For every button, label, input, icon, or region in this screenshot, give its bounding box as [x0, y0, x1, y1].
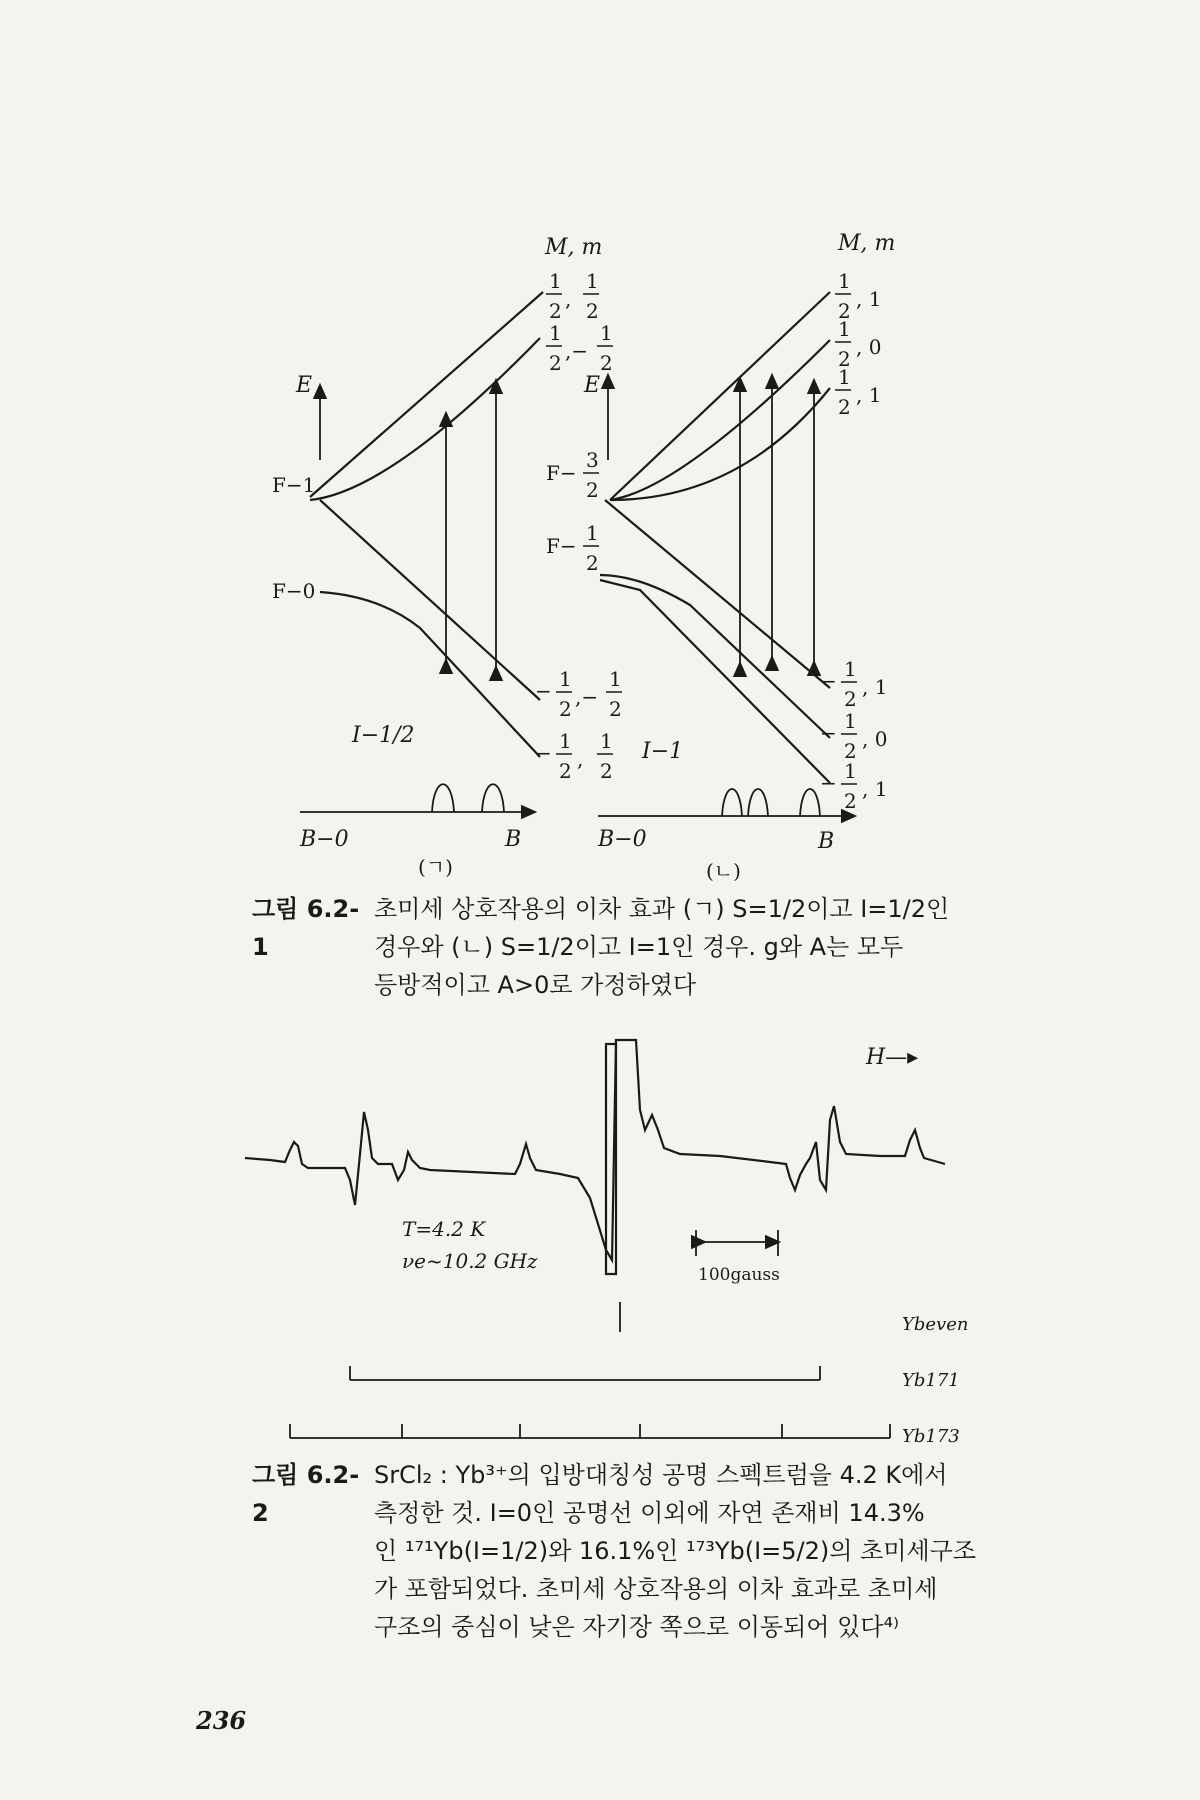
page-number: 236: [196, 1706, 247, 1735]
isotope-171-bracket: [350, 1366, 820, 1380]
svg-text:−: −: [820, 721, 837, 745]
svg-text:1: 1: [838, 269, 851, 293]
svg-text:,: ,: [577, 747, 584, 771]
panel-b-state-top-3: [835, 365, 881, 419]
isotope-even-label: Ybeven: [902, 1314, 969, 1335]
svg-text:2: 2: [586, 478, 599, 502]
panel-b-level-top: [546, 448, 599, 502]
panel-a-state-bottom-1: [535, 667, 622, 721]
svg-text:1: 1: [844, 657, 857, 681]
caption-label: 그림 6.2-1: [252, 895, 360, 961]
svg-text:, 1: , 1: [856, 287, 882, 311]
svg-text:1: 1: [586, 521, 599, 545]
svg-text:1: 1: [600, 321, 613, 345]
svg-text:2: 2: [844, 739, 857, 763]
temperature-label: T=4.2 K: [402, 1217, 486, 1241]
svg-text:, 1: , 1: [856, 383, 882, 407]
panel-b-level-lower-2: [600, 575, 830, 738]
svg-text:F−: F−: [546, 461, 577, 485]
svg-text:2: 2: [559, 759, 572, 783]
svg-text:,−: ,−: [565, 339, 589, 363]
panel-a-col-header: M, m: [545, 235, 603, 260]
caption-line: 등방적이고 A>0로 가정하였다: [374, 971, 697, 999]
panel-b-level-upper-3: [610, 388, 830, 500]
figure-6-2-1-caption: [252, 890, 1012, 1004]
panel-a-state-top-1: [546, 269, 599, 323]
panel-a-peak-2: [482, 784, 504, 812]
panel-a-spin-label: I−1/2: [352, 723, 415, 748]
panel-b-state-top-2: [835, 317, 881, 371]
svg-text:,−: ,−: [575, 685, 599, 709]
svg-text:1: 1: [559, 729, 572, 753]
panel-a-peak-1: [432, 784, 454, 812]
caption-line: 경우와 (ㄴ) S=1/2이고 I=1인 경우. g와 A는 모두: [374, 933, 904, 961]
panel-a-state-top-2: [546, 321, 613, 375]
epr-spectrum-trace: [245, 1040, 945, 1260]
svg-text:2: 2: [844, 687, 857, 711]
panel-a-level-upper-2: [310, 338, 540, 500]
svg-text:2: 2: [838, 347, 851, 371]
panel-b-diagram: [546, 231, 895, 883]
panel-b-spin-label: I−1: [642, 739, 684, 764]
panel-a-label: (ㄱ): [418, 855, 453, 879]
svg-text:2: 2: [549, 351, 562, 375]
panel-b-level-lower-1: [605, 500, 830, 688]
svg-text:2: 2: [600, 759, 613, 783]
panel-a-level-top: F−1: [272, 473, 316, 497]
isotope-173-bracket: [290, 1424, 890, 1438]
svg-text:1: 1: [549, 269, 562, 293]
svg-text:−: −: [535, 679, 552, 703]
panel-b-state-bottom-3: [820, 759, 887, 813]
panel-b-peak-2: [748, 789, 768, 816]
panel-b-state-bottom-1: [820, 657, 887, 711]
caption-line: 가 포함되었다. 초미세 상호작용의 이차 효과로 초미세: [374, 1575, 938, 1603]
field-label: H—▸: [866, 1045, 919, 1070]
isotope-171-label: Yb171: [902, 1370, 960, 1391]
svg-text:−: −: [820, 771, 837, 795]
caption-line: 구조의 중심이 낮은 자기장 쪽으로 이동되어 있다⁴⁾: [374, 1613, 899, 1641]
panel-a-level-lower-1: [320, 500, 540, 700]
svg-text:, 0: , 0: [862, 727, 888, 751]
panel-a-field-end: B: [505, 827, 522, 852]
panel-b-state-bottom-2: [820, 709, 887, 763]
svg-text:1: 1: [559, 667, 572, 691]
svg-text:1: 1: [838, 365, 851, 389]
svg-text:2: 2: [609, 697, 622, 721]
panel-b-state-top-1: [835, 269, 881, 323]
svg-text:, 1: , 1: [862, 777, 888, 801]
scale-bar: [696, 1230, 778, 1256]
panel-a-state-bottom-2: [535, 729, 613, 783]
isotope-173-label: Yb173: [902, 1426, 960, 1447]
panel-b-energy-label: E: [584, 373, 601, 398]
panel-a-field-start: B−0: [300, 827, 349, 852]
svg-text:1: 1: [549, 321, 562, 345]
svg-text:1: 1: [609, 667, 622, 691]
svg-text:2: 2: [838, 395, 851, 419]
figure-6-2-2-caption: [252, 1456, 1012, 1646]
svg-text:2: 2: [549, 299, 562, 323]
svg-text:−: −: [535, 741, 552, 765]
panel-b-peak-1: [722, 789, 742, 816]
svg-text:1: 1: [844, 759, 857, 783]
svg-text:−: −: [820, 669, 837, 693]
svg-text:, 0: , 0: [856, 335, 882, 359]
svg-text:, 1: , 1: [862, 675, 888, 699]
panel-b-label: (ㄴ): [706, 859, 741, 883]
svg-text:,: ,: [565, 287, 572, 311]
svg-text:1: 1: [586, 269, 599, 293]
svg-text:1: 1: [844, 709, 857, 733]
frequency-label: νe~10.2 GHz: [402, 1249, 538, 1273]
caption-line: SrCl₂ : Yb³⁺의 입방대칭성 공명 스펙트럼을 4.2 K에서: [374, 1461, 948, 1489]
panel-b-level-upper-1: [610, 292, 830, 500]
svg-text:2: 2: [600, 351, 613, 375]
panel-b-level-lower-3: [600, 580, 830, 783]
panel-b-peak-3: [800, 789, 820, 816]
svg-text:2: 2: [586, 551, 599, 575]
panel-b-level-bottom: [546, 521, 599, 575]
caption-line: 측정한 것. I=0인 공명선 이외에 자연 존재비 14.3%: [374, 1499, 925, 1527]
panel-b-field-end: B: [818, 829, 835, 854]
svg-text:2: 2: [838, 299, 851, 323]
scale-bar-label: 100gauss: [698, 1265, 780, 1285]
panel-a-level-upper-1: [310, 292, 543, 497]
svg-text:2: 2: [559, 697, 572, 721]
caption-label: 그림 6.2-2: [252, 1461, 360, 1527]
svg-text:1: 1: [838, 317, 851, 341]
panel-a-energy-label: E: [296, 373, 313, 398]
svg-text:F−: F−: [546, 534, 577, 558]
svg-text:1: 1: [600, 729, 613, 753]
caption-line: 초미세 상호작용의 이차 효과 (ㄱ) S=1/2이고 I=1/2인: [374, 895, 950, 923]
panel-a-level-bottom: F−0: [272, 579, 316, 603]
panel-b-field-start: B−0: [598, 827, 647, 852]
svg-text:2: 2: [844, 789, 857, 813]
figure-6-2-2: [0, 1030, 1200, 1490]
caption-line: 인 ¹⁷¹Yb(I=1/2)와 16.1%인 ¹⁷³Yb(I=5/2)의 초미세구조: [374, 1537, 977, 1565]
panel-b-col-header: M, m: [838, 231, 896, 256]
svg-text:2: 2: [586, 299, 599, 323]
svg-text:3: 3: [586, 448, 599, 472]
